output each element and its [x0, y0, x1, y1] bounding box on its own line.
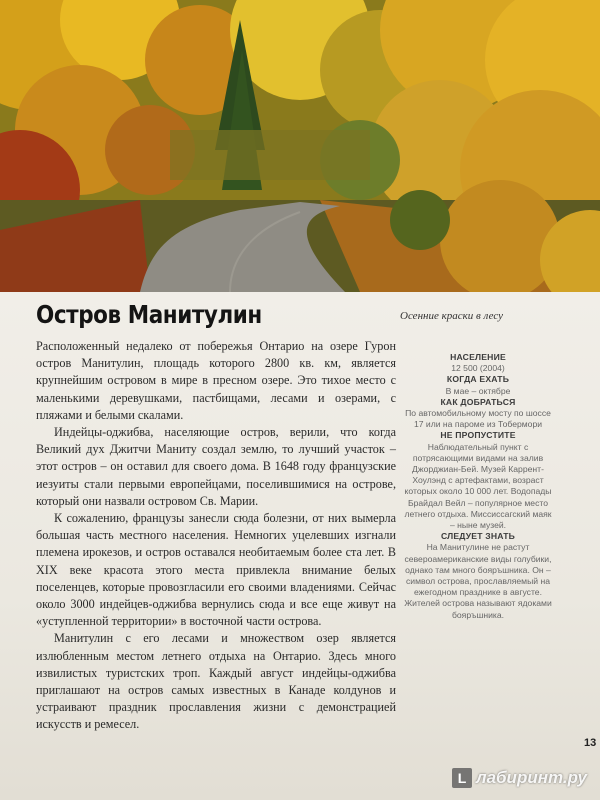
watermark-text: лабиринт.ру — [476, 768, 587, 787]
paragraph: Манитулин с его лесами и множеством озер является излюбленным местом летнего отдыха на Онтарио. Здесь много извилистых туристских троп. Каждый август индейцы-оджибва приглашают на остров самых известных в Канаде колдунов и устраивают праздник прославления жизни с демонстрацией искусств и ремесел. — [36, 631, 396, 732]
photo-caption: Осенние краски в лесу — [400, 310, 504, 322]
facts-sidebar — [404, 352, 552, 621]
dont-miss-value: Наблюдательный пункт с потрясающими видами на залив Джорджиан-Бей. Музей Каррент-Хоулэнд с артефактами, возраст которых около 10 000 лет. Водопады Брайдал Вейл – популярное место летнего отдыха. Миссиссагский маяк – ныне музей. — [404, 441, 552, 531]
paragraph: Расположенный недалеко от побережья Онтарио на озере Гурон остров Манитулин, площадь которого 2800 кв. км, является крупнейшим островом в мире в пресном озере. Это тихое место с маленькими деревушками, пастбищами, лесами и озерами, с пляжами и белыми скалами. — [36, 339, 396, 422]
know-label: СЛЕДУЕТ ЗНАТЬ — [440, 531, 516, 542]
forest-illustration — [0, 0, 600, 292]
paragraph: Индейцы-оджибва, населяющие остров, верили, что когда Великий дух Джитчи Маниту создал землю, то лучший участок – этот остров – он оставил для своего дома. В 1648 году французские иезуиты стали первыми европейцами, поселившимися на острове, который они назвали островом Св. Марии. — [36, 425, 396, 508]
article-body — [36, 338, 396, 734]
watermark — [452, 768, 587, 788]
paragraph: К сожалению, французы занесли сюда болезни, от них вымерла большая часть местного населения. Немногих уцелевших изгнали племена ирокезов, и остров оставался необитаемым более ста лет. В XIX веке красота этого места привлекла внимание белых поселенцев, которые провозгласили его своими владениями. Сейчас около 3000 индейцев-оджибва вернулись сюда и все еще живут на «уступленной территории» в восточной части острова. — [36, 511, 396, 629]
page-number: 13 — [584, 737, 597, 749]
labirint-logo-icon: L — [452, 768, 472, 788]
book-page — [0, 292, 600, 800]
when-label: КОГДА ЕХАТЬ — [446, 374, 510, 385]
population-value: 12 500 (2004) — [451, 363, 505, 374]
know-value: На Манитулине не растут североамериканские виды голубики, однако там много бояръшника. Он – символ острова, прославляемый на ежегодном празднике в августе. Жителей острова называют ядоками бояръшника. — [404, 542, 552, 620]
dont-miss-label: НЕ ПРОПУСТИТЕ — [440, 430, 516, 441]
how-value: По автомобильному мосту по шоссе 17 или на пароме из Тобермори — [405, 408, 551, 430]
autumn-forest-photo — [0, 0, 600, 292]
how-label: КАК ДОБРАТЬСЯ — [440, 396, 516, 407]
population-label: НАСЕЛЕНИЕ — [450, 352, 506, 362]
article-title: Остров Манитулин — [36, 300, 262, 329]
when-value: В мае – октябре — [445, 385, 511, 396]
